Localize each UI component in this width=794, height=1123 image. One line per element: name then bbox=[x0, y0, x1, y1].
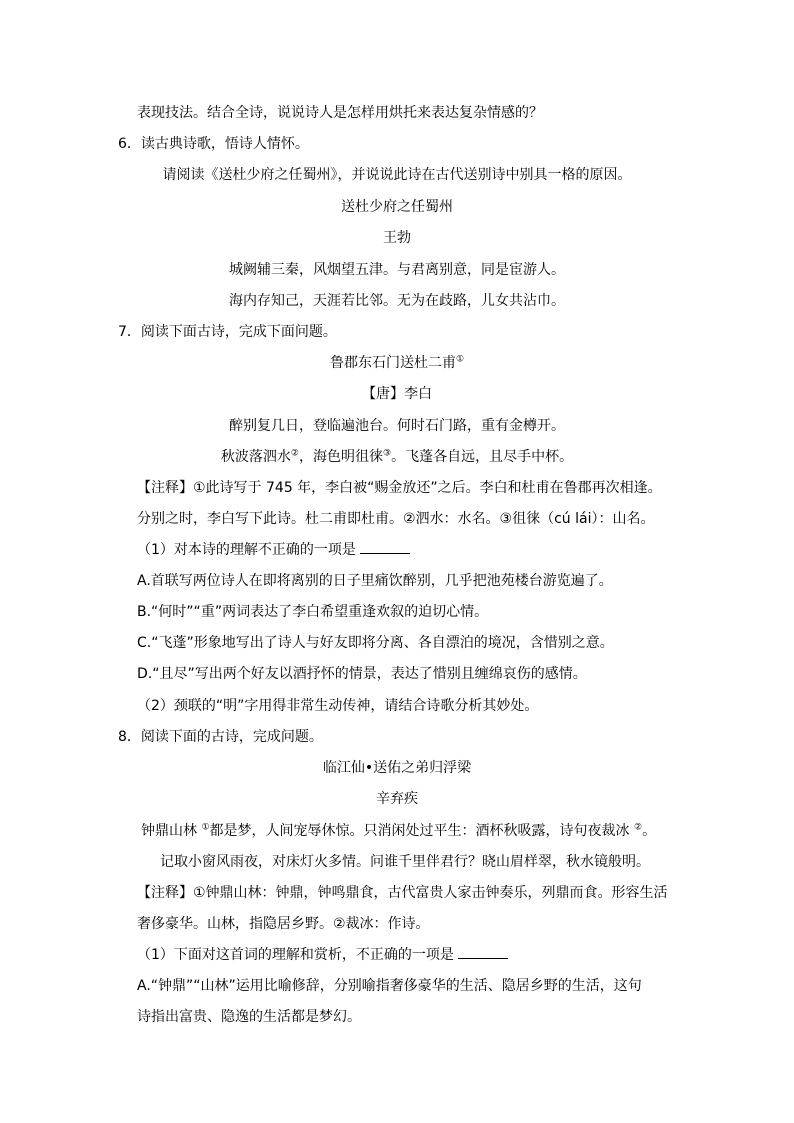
q7-note-3: ③ bbox=[383, 448, 392, 459]
q7-header: 7．阅读下面古诗，完成下面问题。 bbox=[118, 324, 337, 340]
q7-poem-title bbox=[0, 354, 794, 372]
q6-poem-line-1: 城阙辅三秦，风烟望五津。与君离别意，同是宦游人。 bbox=[229, 262, 565, 278]
q6-poem-author: 王勃 bbox=[383, 230, 411, 246]
q6-header: 6．读古典诗歌，悟诗人情怀。 bbox=[118, 136, 309, 152]
q8-subquestion-1 bbox=[137, 946, 508, 964]
q7-annotation-2: 分别之时，李白写下此诗。杜二甫即杜甫。②泗水：水名。③徂徕（cú lái）：山名。 bbox=[137, 511, 655, 527]
answer-blank[interactable] bbox=[360, 541, 410, 554]
q8-line1-part-a: 钟鼎山林 bbox=[141, 823, 197, 839]
q7-option-a: A.首联写两位诗人在即将离别的日子里痛饮醉别，几乎把池苑楼台游览遍了。 bbox=[137, 573, 613, 589]
q7-poem-line-2 bbox=[0, 448, 794, 466]
q7-subquestion-2: （2）颈联的“明”字用得非常生动传神，请结合诗歌分析其妙处。 bbox=[137, 698, 539, 714]
q7-subquestion-1 bbox=[137, 541, 410, 559]
q8-note-2: ② bbox=[633, 822, 643, 833]
q7-sub1-text: （1）对本诗的理解不正确的一项是 bbox=[137, 542, 356, 558]
q8-line1-part-b: 都是梦，人间宠辱休惊。只消闲处过平生：酒杯秋吸露，诗句夜裁冰 bbox=[209, 823, 630, 839]
q8-option-a-line-1: A.“钟鼎”“山林”运用比喻修辞，分别喻指奢侈豪华的生活、隐居乡野的生活，这句 bbox=[137, 978, 642, 994]
q8-option-a-line-2: 诗指出富贵、隐逸的生活都是梦幻。 bbox=[137, 1009, 361, 1025]
q7-option-b: B.“何时”“重”两词表达了李白希望重逢欢叙的迫切心情。 bbox=[137, 604, 489, 620]
q8-note-1: ① bbox=[201, 822, 210, 833]
q7-note-2: ② bbox=[290, 448, 299, 459]
q8-poem-line-2: 记取小窗风雨夜，对床灯火多情。问谁千里伴君行？晓山眉样翠，秋水镜般明。 bbox=[160, 854, 650, 870]
q7-annotation-1: 【注释】①此诗写于 745 年，李白被“赐金放还”之后。李白和杜甫在鲁郡再次相逢。 bbox=[137, 480, 662, 496]
q7-poem-author: 【唐】李白 bbox=[362, 386, 432, 402]
q7-line2-part-a: 秋波落泗水 bbox=[220, 449, 291, 465]
q5-tail: 表现技法。结合全诗，说说诗人是怎样用烘托来表达复杂情感的？ bbox=[137, 105, 543, 121]
answer-blank[interactable] bbox=[458, 946, 508, 959]
q6-poem-title: 送杜少府之任蜀州 bbox=[341, 199, 453, 215]
q8-annotation-1: 【注释】①钟鼎山林：钟鼎，钟鸣鼎食，古代富贵人家击钟奏乐，列鼎而食。形容生活 bbox=[137, 885, 668, 901]
q6-instruction: 请阅读《送杜少府之任蜀州》，并说说此诗在古代送别诗中别具一格的原因。 bbox=[162, 167, 632, 183]
q8-sub1-text: （1）下面对这首词的理解和赏析，不正确的一项是 bbox=[137, 947, 454, 963]
q8-poem-line-1 bbox=[141, 822, 656, 840]
q7-title-note: ① bbox=[455, 354, 465, 365]
q8-poem-title: 临江仙•送佑之弟归浮梁 bbox=[322, 760, 472, 776]
q8-line1-part-c: 。 bbox=[642, 823, 657, 839]
q7-option-c: C.“飞蓬”形象地写出了诗人与好友即将分离、各自漂泊的境况，含惜别之意。 bbox=[137, 635, 614, 651]
q7-title-text: 鲁郡东石门送杜二甫 bbox=[329, 355, 456, 371]
q6-poem-line-2: 海内存知己，天涯若比邻。无为在歧路，儿女共沾巾。 bbox=[229, 293, 565, 309]
q7-poem-line-1: 醉别复几日，登临遍池台。何时石门路，重有金樽开。 bbox=[229, 418, 565, 434]
q8-header: 8．阅读下面的古诗，完成问题。 bbox=[118, 729, 323, 745]
q7-line2-part-b: ，海色明徂徕 bbox=[299, 449, 383, 465]
q7-option-d: D.“且尽”写出两个好友以酒抒怀的情景，表达了惜别且缠绵哀伤的感情。 bbox=[137, 666, 587, 682]
q8-annotation-2: 奢侈豪华。山林，指隐居乡野。②裁冰：作诗。 bbox=[137, 916, 430, 932]
q8-poem-author: 辛弃疾 bbox=[376, 791, 418, 807]
q7-line2-part-c: 。飞蓬各自远，且尽手中杯。 bbox=[391, 449, 574, 465]
